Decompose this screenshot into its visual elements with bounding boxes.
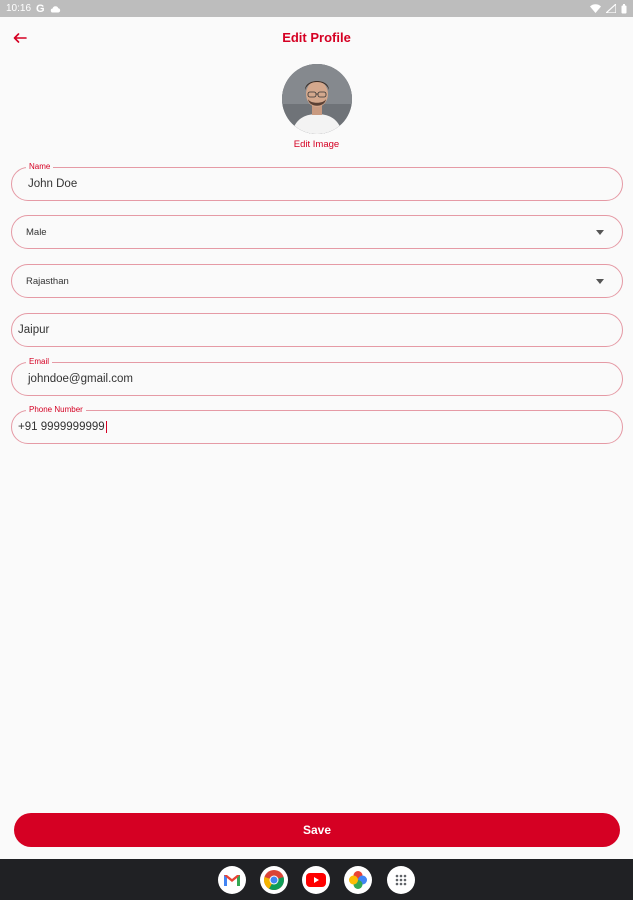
email-value: johndoe@gmail.com [28, 373, 134, 385]
avatar-photo [282, 64, 352, 134]
phone-field[interactable] [11, 405, 623, 444]
email-field[interactable] [11, 357, 623, 396]
status-bar [0, 0, 633, 17]
phone-label: Phone Number [26, 404, 86, 416]
name-label: Name [26, 161, 53, 173]
chrome-icon[interactable] [260, 866, 288, 894]
state-value: Rajasthan [26, 275, 69, 287]
status-time: 10:16 [6, 3, 32, 14]
app-drawer-icon[interactable] [387, 866, 415, 894]
gender-dropdown[interactable] [11, 215, 623, 249]
name-field[interactable] [11, 162, 623, 201]
state-dropdown[interactable] [11, 264, 623, 298]
cloud-icon [50, 5, 61, 13]
chevron-down-icon [596, 230, 604, 235]
gmail-icon[interactable] [218, 866, 246, 894]
photos-icon[interactable] [344, 866, 372, 894]
page-title: Edit Profile [282, 30, 351, 45]
wifi-icon [590, 4, 601, 13]
save-button[interactable]: Save [14, 813, 620, 847]
battery-icon [621, 4, 627, 14]
google-g-icon: G [36, 2, 45, 15]
city-field[interactable] [11, 313, 623, 347]
city-value: Jaipur [18, 324, 50, 336]
profile-avatar[interactable] [282, 64, 352, 134]
youtube-icon[interactable] [302, 866, 330, 894]
signal-icon [606, 4, 616, 13]
app-dock [0, 859, 633, 900]
app-bar [0, 17, 633, 57]
chevron-down-icon [596, 279, 604, 284]
text-cursor [106, 421, 107, 433]
phone-value: +91 9999999999 [18, 421, 105, 434]
phone-value-wrap [12, 421, 107, 433]
gender-value: Male [26, 226, 47, 238]
name-value: John Doe [28, 178, 78, 190]
edit-image-link[interactable]: Edit Image [293, 139, 340, 150]
email-label: Email [26, 356, 52, 368]
